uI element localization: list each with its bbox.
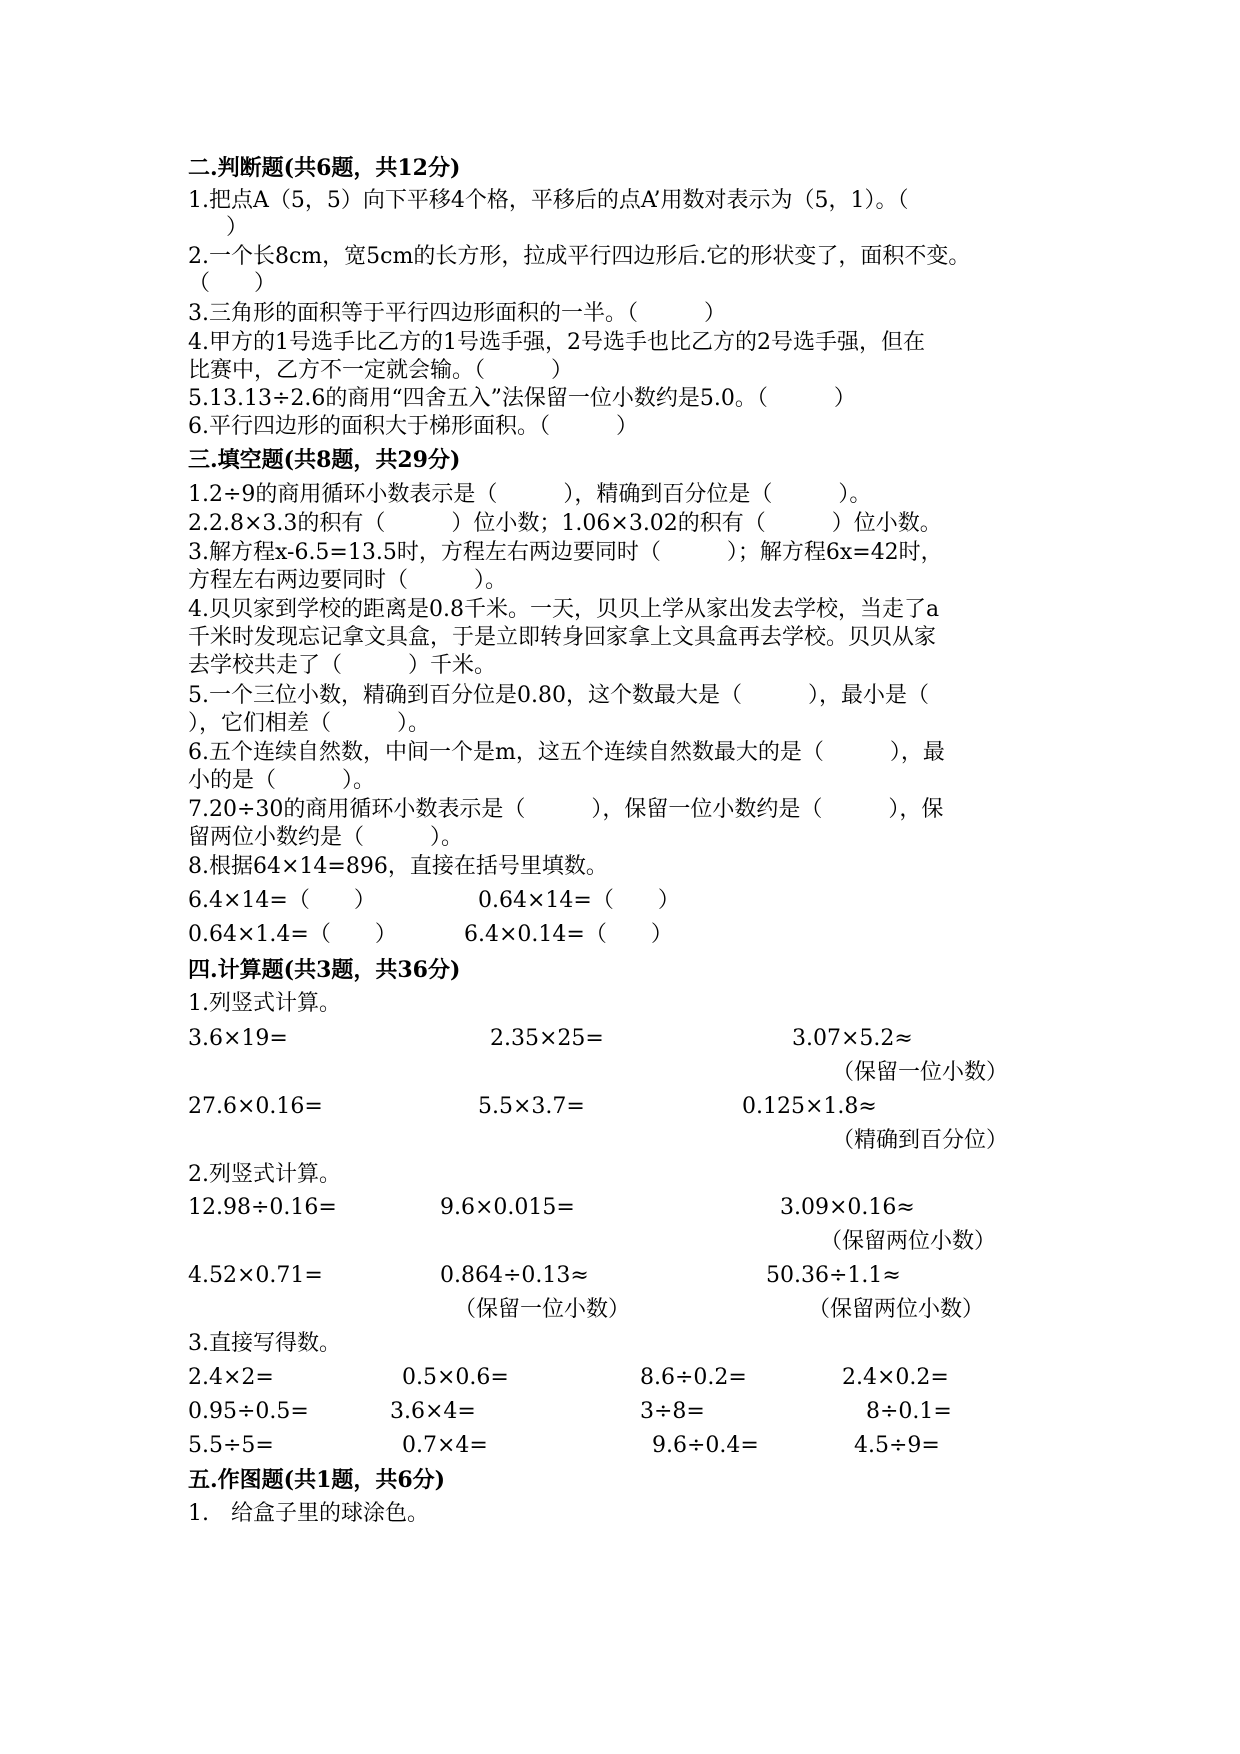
sec4-p3-item: 4.5÷9=	[854, 1433, 940, 1458]
sec4-p3-item: 5.5÷5=	[188, 1433, 274, 1458]
sec4-p1-item: 5.5×3.7=	[478, 1094, 585, 1119]
sec3-q8-item: 6.4×0.14=（ ）	[464, 922, 673, 947]
sec4-p1-item: 3.6×19=	[188, 1026, 288, 1051]
sec2-q3: 3.三角形的面积等于平行四边形面积的一半。（ ）	[188, 301, 726, 326]
sec3-q6-line1: 6.五个连续自然数，中间一个是m，这五个连续自然数最大的是（ ），最	[188, 740, 945, 765]
sec3-q8-item: 0.64×14=（ ）	[478, 888, 680, 913]
sec5-q1: 1. 给盒子里的球涂色。	[188, 1501, 429, 1526]
sec4-p1-item: 2.35×25=	[490, 1026, 604, 1051]
sec4-p3-item: 2.4×2=	[188, 1365, 274, 1390]
sec4-p2-item: 12.98÷0.16=	[188, 1195, 337, 1220]
sec4-p2-item: 9.6×0.015=	[440, 1195, 575, 1220]
sec4-p1-item: 27.6×0.16=	[188, 1094, 323, 1119]
sec4-p3-item: 8÷0.1=	[866, 1399, 952, 1424]
sec4-p1-item: 3.07×5.2≈	[792, 1026, 913, 1051]
sec4-p2-item: 3.09×0.16≈	[780, 1195, 915, 1220]
sec3-q6-line2: 小的是（ ）。	[188, 768, 376, 793]
sec3-q1: 1.2÷9的商用循环小数表示是（ ），精确到百分位是（ ）。	[188, 482, 872, 507]
sec3-q8: 8.根据64×14=896，直接在括号里填数。	[188, 854, 608, 879]
section-5-heading: 五.作图题(共1题，共6分)	[188, 1467, 446, 1493]
sec2-q2-line1: 2.一个长8cm，宽5cm的长方形，拉成平行四边形后.它的形状变了，面积不变。	[188, 244, 971, 269]
sec3-q4-line1: 4.贝贝家到学校的距离是0.8千米。一天，贝贝上学从家出发去学校，当走了a	[188, 597, 940, 622]
sec3-q8-item: 0.64×1.4=（ ）	[188, 922, 397, 947]
sec2-q5: 5.13.13÷2.6的商用“四舍五入”法保留一位小数约是5.0。（ ）	[188, 386, 856, 411]
section-3-heading: 三.填空题(共8题，共29分)	[188, 447, 461, 473]
sec4-p3-item: 0.95÷0.5=	[188, 1399, 309, 1424]
sec2-q1-line1: 1.把点A（5，5）向下平移4个格，平移后的点A’用数对表示为（5，1）。（	[188, 188, 909, 213]
sec3-q7-line2: 留两位小数约是（ ）。	[188, 825, 464, 850]
sec2-q2-line2: （ ）	[188, 271, 277, 296]
sec4-p3-item: 0.5×0.6=	[402, 1365, 509, 1390]
sec4-p2-note: （保留两位小数）	[808, 1297, 985, 1322]
sec2-q6: 6.平行四边形的面积大于梯形面积。（ ）	[188, 414, 638, 439]
sec4-part1-title: 1.列竖式计算。	[188, 991, 341, 1016]
sec3-q4-line2: 千米时发现忘记拿文具盒，于是立即转身回家拿上文具盒再去学校。贝贝从家	[188, 625, 937, 650]
sec4-part3-title: 3.直接写得数。	[188, 1331, 341, 1356]
section-2-heading: 二.判断题(共6题，共12分)	[188, 155, 461, 181]
sec4-p2-item: 0.864÷0.13≈	[440, 1263, 589, 1288]
sec4-p3-item: 9.6÷0.4=	[652, 1433, 759, 1458]
sec3-q3-line1: 3.解方程x-6.5=13.5时，方程左右两边要同时（ ）；解方程6x=42时，	[188, 540, 943, 565]
sec2-q4-line2: 比赛中，乙方不一定就会输。（ ）	[188, 358, 574, 383]
sec2-q1-line2: ）	[226, 215, 249, 240]
sec4-p2-item: 4.52×0.71=	[188, 1263, 323, 1288]
sec4-p3-item: 3÷8=	[640, 1399, 705, 1424]
sec4-p2-note: （保留一位小数）	[454, 1297, 631, 1322]
sec2-q4-line1: 4.甲方的1号选手比乙方的1号选手强，2号选手也比乙方的2号选手强，但在	[188, 330, 925, 355]
section-4-heading: 四.计算题(共3题，共36分)	[188, 957, 461, 983]
sec3-q8-item: 6.4×14=（ ）	[188, 888, 376, 913]
sec3-q2: 2.2.8×3.3的积有（ ）位小数；1.06×3.02的积有（ ）位小数。	[188, 511, 942, 536]
sec4-p3-item: 0.7×4=	[402, 1433, 488, 1458]
sec4-p3-item: 2.4×0.2=	[842, 1365, 949, 1390]
sec4-p2-note: （保留两位小数）	[820, 1229, 997, 1254]
sec4-p2-item: 50.36÷1.1≈	[766, 1263, 901, 1288]
sec3-q5-line2: ），它们相差（ ）。	[188, 711, 431, 736]
sec3-q5-line1: 5.一个三位小数，精确到百分位是0.80，这个数最大是（ ），最小是（	[188, 683, 929, 708]
sec4-p1-item: 0.125×1.8≈	[742, 1094, 877, 1119]
sec4-p1-note: （精确到百分位）	[832, 1128, 1009, 1153]
sec3-q3-line2: 方程左右两边要同时（ ）。	[188, 568, 508, 593]
sec4-p3-item: 3.6×4=	[390, 1399, 476, 1424]
sec4-part2-title: 2.列竖式计算。	[188, 1162, 341, 1187]
sec4-p3-item: 8.6÷0.2=	[640, 1365, 747, 1390]
sec4-p1-note: （保留一位小数）	[832, 1060, 1009, 1085]
sec3-q4-line3: 去学校共走了（ ）千米。	[188, 653, 497, 678]
sec3-q7-line1: 7.20÷30的商用循环小数表示是（ ），保留一位小数约是（ ），保	[188, 797, 944, 822]
